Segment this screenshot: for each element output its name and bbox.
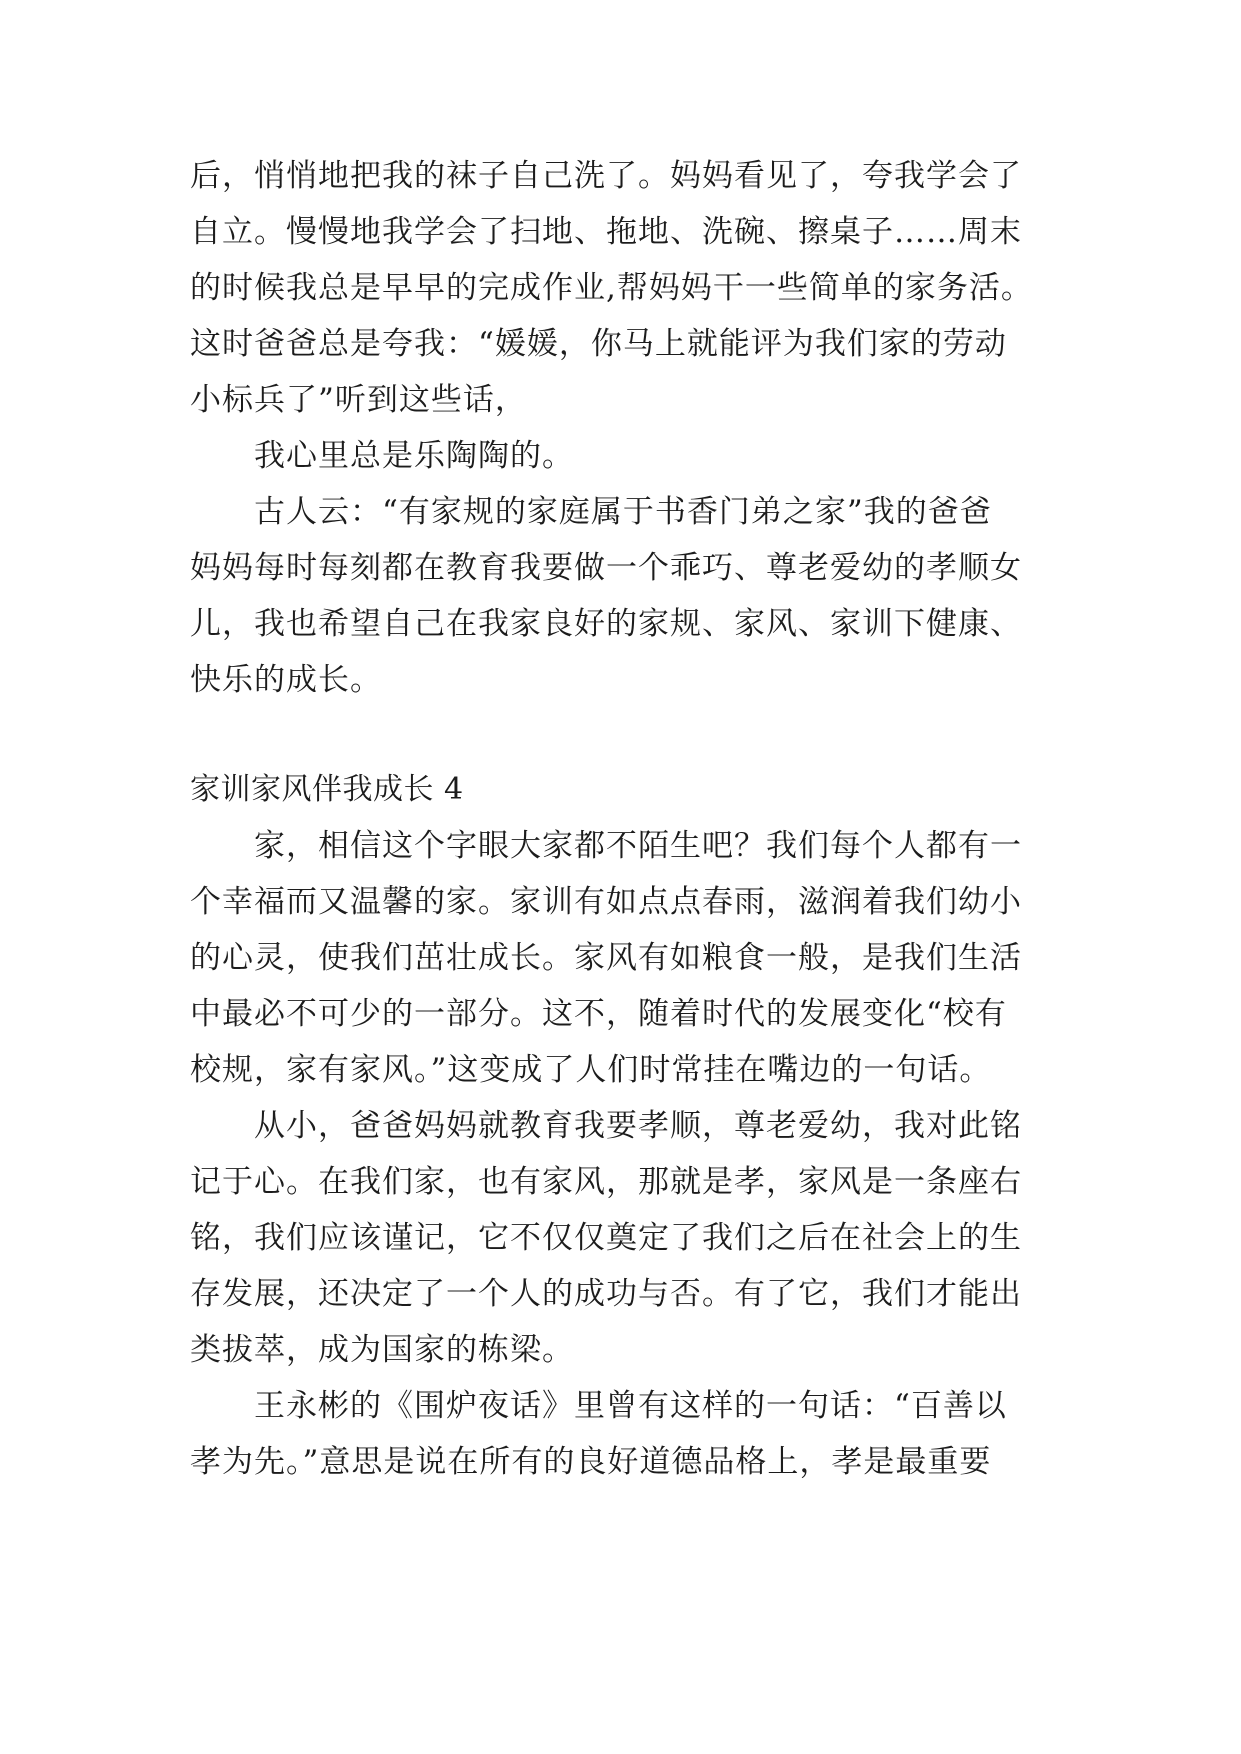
paragraph-start-line: 古人云：“有家规的家庭属于书香门弟之家”我的爸爸 (254, 494, 992, 530)
text-line: 自立。慢慢地我学会了扫地、拖地、洗碗、擦桌子……周末 (190, 214, 1022, 250)
text-line: 中最必不可少的一部分。这不，随着时代的发展变化“校有 (190, 996, 1007, 1032)
text-line: 的心灵，使我们茁壮成长。家风有如粮食一般，是我们生活 (190, 940, 1022, 976)
text-line: 后，悄悄地把我的袜子自己洗了。妈妈看见了，夸我学会了 (190, 158, 1022, 194)
text-line: 记于心。在我们家，也有家风，那就是孝，家风是一条座右 (190, 1164, 1022, 1200)
paragraph-start-line: 我心里总是乐陶陶的。 (254, 438, 574, 474)
text-line: 铭，我们应该谨记，它不仅仅奠定了我们之后在社会上的生 (190, 1220, 1022, 1256)
text-line: 孝为先。”意思是说在所有的良好道德品格上，孝是最重要 (190, 1444, 992, 1480)
paragraph-start-line: 家，相信这个字眼大家都不陌生吧？我们每个人都有一 (254, 828, 1022, 864)
paragraph-start-line: 从小，爸爸妈妈就教育我要孝顺，尊老爱幼，我对此铭 (254, 1108, 1022, 1144)
article-title: 家训家风伴我成长 4 (190, 772, 464, 807)
text-line: 儿，我也希望自己在我家良好的家规、家风、家训下健康、 (190, 606, 1022, 642)
text-line: 快乐的成长。 (190, 662, 382, 698)
text-line: 妈妈每时每刻都在教育我要做一个乖巧、尊老爱幼的孝顺女 (190, 550, 1022, 586)
text-line: 个幸福而又温馨的家。家训有如点点春雨，滋润着我们幼小 (190, 884, 1022, 920)
text-line: 小标兵了”听到这些话， (190, 382, 527, 418)
text-line: 校规，家有家风。”这变成了人们时常挂在嘴边的一句话。 (190, 1052, 992, 1088)
text-line: 存发展，还决定了一个人的成功与否。有了它，我们才能出 (190, 1276, 1022, 1312)
text-line: 这时爸爸总是夸我：“媛媛，你马上就能评为我们家的劳动 (190, 326, 1007, 362)
text-line: 的时候我总是早早的完成作业,帮妈妈干一些简单的家务活。 (190, 270, 1033, 306)
text-line: 类拔萃，成为国家的栋梁。 (190, 1332, 574, 1368)
paragraph-start-line: 王永彬的《围炉夜话》里曾有这样的一句话：“百善以 (254, 1388, 1007, 1424)
